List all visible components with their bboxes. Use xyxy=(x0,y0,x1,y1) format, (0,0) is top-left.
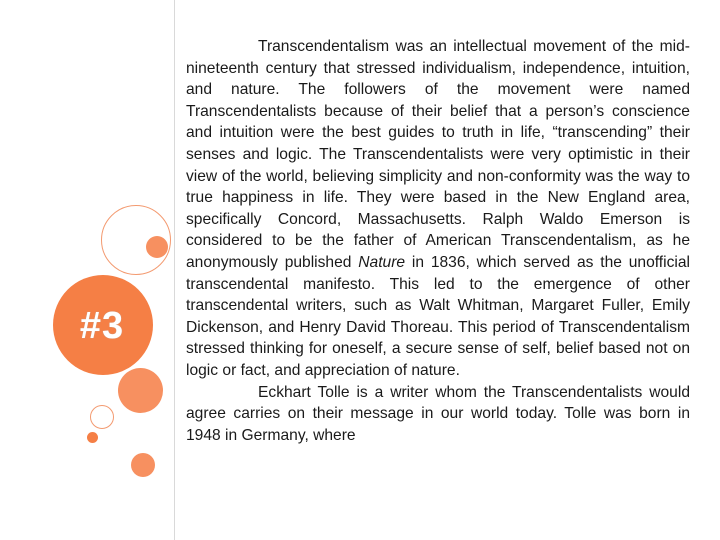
decorative-small-ring xyxy=(90,405,114,429)
body-text xyxy=(186,36,690,446)
nature-title: Nature xyxy=(358,253,406,271)
paragraph-transcendentalism xyxy=(186,36,690,382)
slide-number-badge: #3 xyxy=(79,304,125,347)
vertical-divider xyxy=(174,0,175,540)
paragraph1-text-part2: in 1836, which served as the unofficial transcendental manifesto. This led to the emergence of other transcendental writers, such as Walt Whitman, Margaret Fuller, Emily Dickenson, and Henry David Thoreau. This period of Transcendentalism stressed thinking for oneself, a secure sense of self, belief based not on logic or fact, and appreciation of nature. xyxy=(186,253,690,379)
decorative-medium-circle xyxy=(118,368,163,413)
decorative-tiny-circle xyxy=(87,432,98,443)
decorative-small-circle xyxy=(146,236,168,258)
paragraph1-text-part1: Transcendentalism was an intellectual movement of the mid-nineteenth century that stressed individualism, independence, intuition, and nature. The followers of the movement were named Transcendentalists because of their belief that a person’s conscience and intuition were the best guides to truth in life, “transcending” their senses and logic. The Transcendentalists were very optimistic in their view of the world, believing simplicity and non-conformity was the way to true happiness in life. They were based in the New England area, specifically Concord, Massachusetts. Ralph Waldo Emerson is considered to be the father of American Transcendentalism, as he anonymously published xyxy=(186,38,690,271)
decorative-lower-circle xyxy=(131,453,155,477)
paragraph-eckhart-tolle: Eckhart Tolle is a writer whom the Transcendentalists would agree carries on their message in our world today. Tolle was born in 1948 in Germany, where xyxy=(186,383,690,444)
